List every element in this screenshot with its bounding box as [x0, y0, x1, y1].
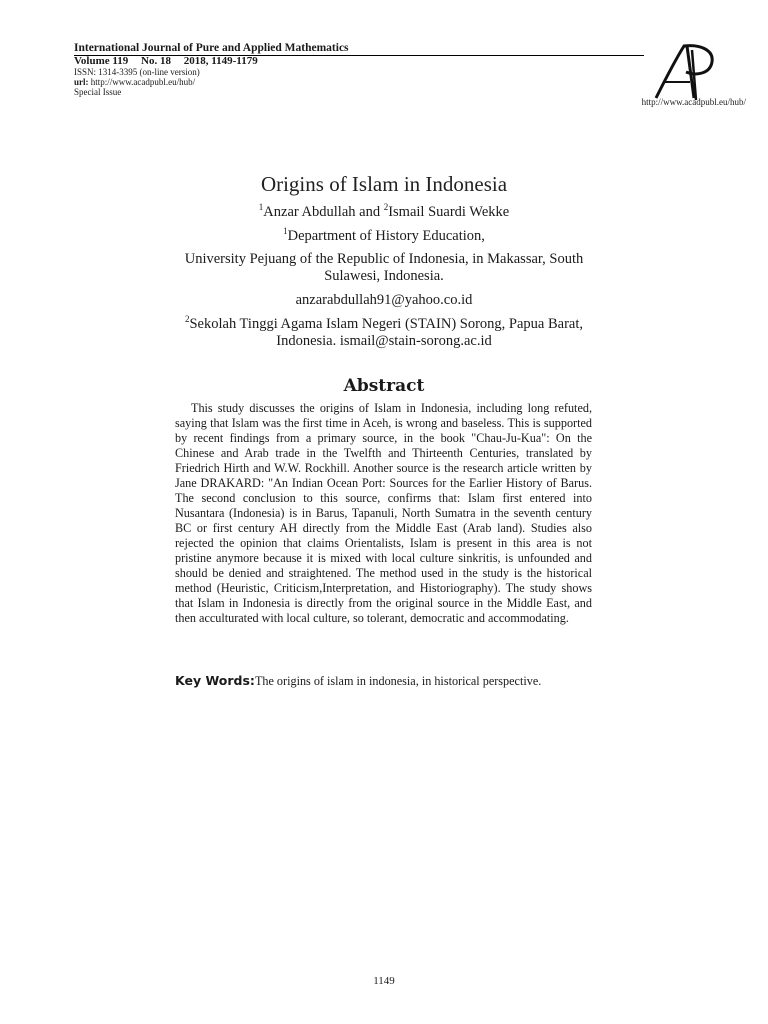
author2: Ismail Suardi Wekke: [388, 204, 510, 220]
affiliation1-univ: University Pejuang of the Republic of Indonesia, in Makassar, South Sulawesi, Indonesia.: [184, 251, 584, 284]
journal-url[interactable]: http://www.acadpubl.eu/hub/: [90, 77, 196, 87]
abstract-heading: Abstract: [343, 376, 425, 396]
journal-header: [74, 42, 746, 107]
author1: Anzar Abdullah and: [263, 204, 384, 220]
year-pages: 2018, 1149-1179: [183, 55, 258, 67]
logo-url[interactable]: http://www.acadpubl.eu/hub/: [641, 97, 746, 107]
affil2-sup: 2: [184, 314, 190, 325]
keywords-label: Key Words:: [175, 673, 255, 688]
issn: ISSN: 1314-3395 (on-line version): [74, 67, 200, 77]
url-line: [74, 77, 746, 87]
authors: [0, 204, 768, 221]
author2-sup: 2: [383, 202, 389, 213]
affil1-dept-text: Department of History Education,: [287, 228, 485, 244]
issue-number: No. 18: [141, 55, 171, 67]
abstract-body: This study discusses the origins of Islam in Indonesia, including long refuted, saying that Islam was the first time in Aceh, is wrong and baseless. This is supported by recent findings from a primary source, in the book "Chau-Ju-Kua": On the Chinese and Arab trade in the Twelfth and Thirteenth Centuries, translated by Friedrich Hirth and W.W. Rockhill. Another source is the research article written by Jane DRAKARD: "An Indian Ocean Port: Sources for the Earlier History of Barus. The second conclusion to this source, confirms that: Islam first entered into Nusantara (Indonesia) is in Barus, Tapanuli, North Sumatra in the seventh century BC or first century AH directly from the Middle East (Arab land). Studies also rejected the opinion that claims Orientalists, Islam is present in this area is not pristine anymore because it is mixed with local culture sinkritis, is unfounded and should be denied and straightened. The method used in the study is the historical method (Heuristic, Criticism,Interpretation, and Historiography). The study shows that Islam in Indonesia is directly from the original source in the Middle East, and then acculturated with local culture, so tolerant, democratic and accommodating.: [175, 401, 592, 625]
page-number: 1149: [373, 975, 395, 987]
volume-line: [74, 55, 746, 67]
affiliation2: [160, 316, 608, 350]
affil1-sup: 1: [283, 226, 288, 237]
affil2-text: Sekolah Tinggi Agama Islam Negeri (STAIN) Sorong, Papua Barat, Indonesia. ismail@stain-sorong.ac.id: [189, 316, 583, 349]
header-rule: [74, 55, 644, 56]
url-label: url:: [74, 77, 89, 87]
author1-sup: 1: [258, 202, 264, 213]
keywords-text: The origins of islam in indonesia, in historical perspective.: [254, 674, 542, 688]
email1[interactable]: anzarabdullah91@yahoo.co.id: [295, 292, 473, 308]
keywords: [175, 673, 592, 689]
journal-name: International Journal of Pure and Applied Mathematics: [74, 42, 349, 54]
volume: Volume 119: [74, 55, 129, 67]
publisher-logo: [650, 42, 720, 102]
paper-title: Origins of Islam in Indonesia: [260, 172, 508, 196]
special-issue: Special Issue: [74, 87, 122, 97]
affiliation1-dept: [160, 228, 608, 245]
